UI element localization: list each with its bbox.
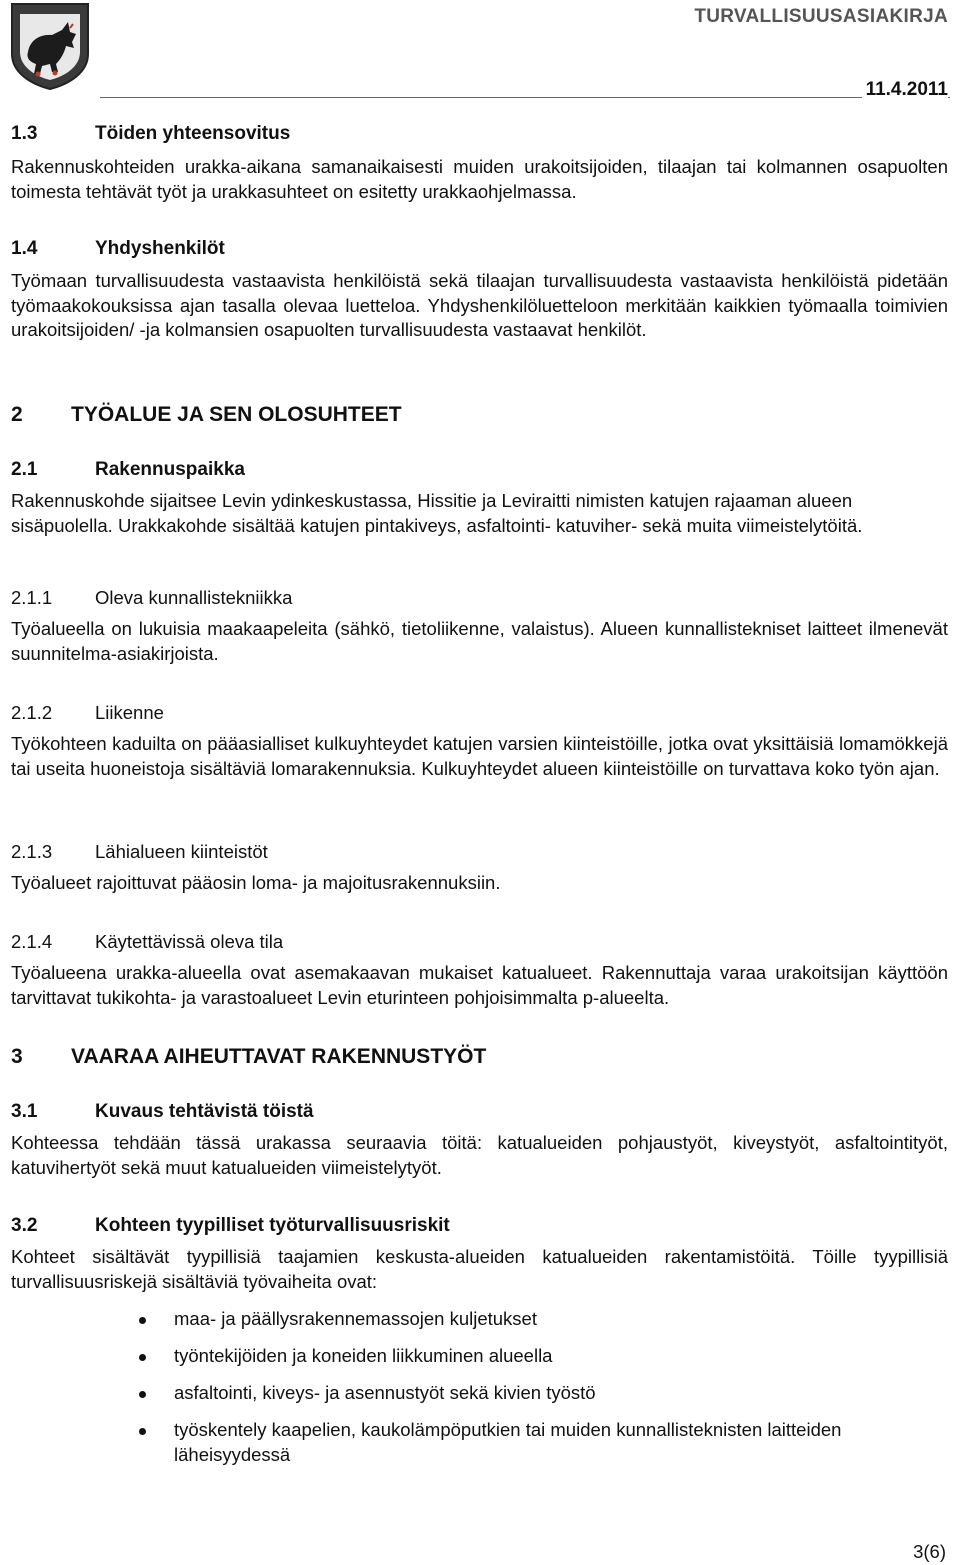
document-title: TURVALLISUUSASIAKIRJA bbox=[694, 6, 948, 27]
heading-number: 2 bbox=[11, 403, 23, 426]
heading-3-2 bbox=[11, 1215, 948, 1237]
page-number: 3(6) bbox=[913, 1541, 946, 1562]
bullet-icon bbox=[139, 1428, 146, 1435]
heading-number: 2.1.2 bbox=[11, 702, 53, 723]
heading-2-1-4 bbox=[11, 931, 948, 953]
heading-number: 2.1.3 bbox=[11, 841, 53, 862]
paragraph-2-1-1: Työalueella on lukuisia maakaapeleita (sähkö, tietoliikenne, valaistus). Alueen kunnallistekniset laitteet ilmenevät suunnitelma-asiakirjoista. bbox=[11, 618, 948, 664]
heading-1-3 bbox=[11, 123, 948, 145]
paragraph-2-1-4: Työalueena urakka-alueella ovat asemakaavan mukaiset katualueet. Rakennuttaja varaa urakoitsijan käyttöön tarvittavat tukikohta- ja varastoalueet Levin eturinteen pohjoisimmalta p-alueelta. bbox=[11, 962, 948, 1008]
list-item-text: työntekijöiden ja koneiden liikkuminen alueella bbox=[174, 1345, 553, 1366]
paragraph-3-1: Kohteessa tehdään tässä urakassa seuraavia töitä: katualueiden pohjaustyöt, kiveystyöt, asfaltointityöt, katuvihertyöt sekä muut katualueiden viimeistelytyöt. bbox=[11, 1132, 948, 1178]
heading-title: Käytettävissä oleva tila bbox=[95, 931, 284, 952]
bullet-icon bbox=[139, 1391, 146, 1398]
heading-2-1-1 bbox=[11, 587, 948, 609]
heading-3-1 bbox=[11, 1101, 948, 1123]
coat-of-arms-logo bbox=[10, 2, 90, 90]
heading-number: 3.1 bbox=[11, 1101, 38, 1122]
heading-title: Töiden yhteensovitus bbox=[95, 123, 291, 144]
heading-title: Kuvaus tehtävistä töistä bbox=[95, 1101, 314, 1122]
heading-title: Oleva kunnallistekniikka bbox=[95, 587, 293, 608]
paragraph-1-4: Työmaan turvallisuudesta vastaavista henkilöistä sekä tilaajan turvallisuudesta vastaavista henkilöistä pidetään työmaakokouksissa ajan tasalla olevaa luetteloa. Yhdyshenkilöluetteloon merkitään kaikkien työmaalla toimivien urakoitsijoiden/ -ja kolmansien osapuolten turvallisuudesta vastaavat henkilöt. bbox=[11, 270, 948, 340]
paragraph-2-1-3: Työalueet rajoittuvat pääosin loma- ja majoitusrakennuksiin. bbox=[11, 872, 501, 893]
heading-number: 2.1.1 bbox=[11, 587, 53, 608]
bullet-icon bbox=[139, 1354, 146, 1361]
heading-title: Lähialueen kiinteistöt bbox=[95, 841, 268, 862]
heading-title: Liikenne bbox=[95, 702, 164, 723]
heading-number: 2.1.4 bbox=[11, 931, 53, 952]
heading-title: Rakennuspaikka bbox=[95, 459, 245, 480]
heading-2-1-3 bbox=[11, 841, 948, 863]
list-item bbox=[11, 1344, 948, 1369]
header-divider bbox=[100, 97, 950, 98]
heading-2-1-2 bbox=[11, 702, 948, 724]
heading-number: 3 bbox=[11, 1045, 23, 1068]
list-item-text: maa- ja päällysrakennemassojen kuljetukset bbox=[174, 1308, 537, 1329]
heading-3 bbox=[11, 1045, 948, 1069]
list-item bbox=[11, 1418, 948, 1467]
list-item-text: työskentely kaapelien, kaukolämpöputkien tai muiden kunnallisteknisten laitteiden läheisyydessä bbox=[174, 1419, 842, 1465]
heading-title: VAARAA AIHEUTTAVAT RAKENNUSTYÖT bbox=[71, 1045, 487, 1068]
paragraph-2-1-2: Työkohteen kaduilta on pääasialliset kulkuyhteydet katujen varsien kiinteistöille, jotka ovat yksittäisiä lomamökkejä tai useita huoneistoja sisältäviä lomarakennuksia. Kulkuyhteydet alueen kiinteistöille on turvattava koko työn ajan. bbox=[11, 733, 948, 779]
paragraph-2-1: Rakennuskohde sijaitsee Levin ydinkeskustassa, Hissitie ja Leviraitti nimisten katujen rajaaman alueen sisäpuolella. Urakkakohde sisältää katujen pintakiveys, asfaltointi- katuviher- sekä muita viimeistelytöitä. bbox=[11, 490, 863, 536]
list-item bbox=[11, 1307, 948, 1332]
paragraph-1-3: Rakennuskohteiden urakka-aikana samanaikaisesti muiden urakoitsijoiden, tilaajan tai kolmannen osapuolten toimesta tehtävät työt ja urakkasuhteet on esitetty urakkaohjelmassa. bbox=[11, 156, 948, 202]
paragraph-3-2: Kohteet sisältävät tyypillisiä taajamien keskusta-alueiden katualueiden rakentamistöitä. Töille tyypillisiä turvallisuusriskejä sisältäviä työvaiheita ovat: bbox=[11, 1246, 948, 1292]
risk-list bbox=[11, 1307, 948, 1480]
heading-number: 1.3 bbox=[11, 123, 38, 144]
bullet-icon bbox=[139, 1317, 146, 1324]
document-date: 11.4.2011 bbox=[862, 79, 948, 101]
heading-number: 2.1 bbox=[11, 459, 38, 480]
heading-number: 3.2 bbox=[11, 1215, 38, 1236]
heading-number: 1.4 bbox=[11, 238, 38, 259]
heading-2-1 bbox=[11, 459, 948, 481]
heading-title: Yhdyshenkilöt bbox=[95, 238, 225, 259]
list-item bbox=[11, 1381, 948, 1406]
heading-title: TYÖALUE JA SEN OLOSUHTEET bbox=[71, 403, 402, 426]
list-item-text: asfaltointi, kiveys- ja asennustyöt sekä kivien työstö bbox=[174, 1382, 596, 1403]
heading-1-4 bbox=[11, 238, 948, 260]
heading-2 bbox=[11, 403, 948, 427]
heading-title: Kohteen tyypilliset työturvallisuusriskit bbox=[95, 1215, 450, 1236]
